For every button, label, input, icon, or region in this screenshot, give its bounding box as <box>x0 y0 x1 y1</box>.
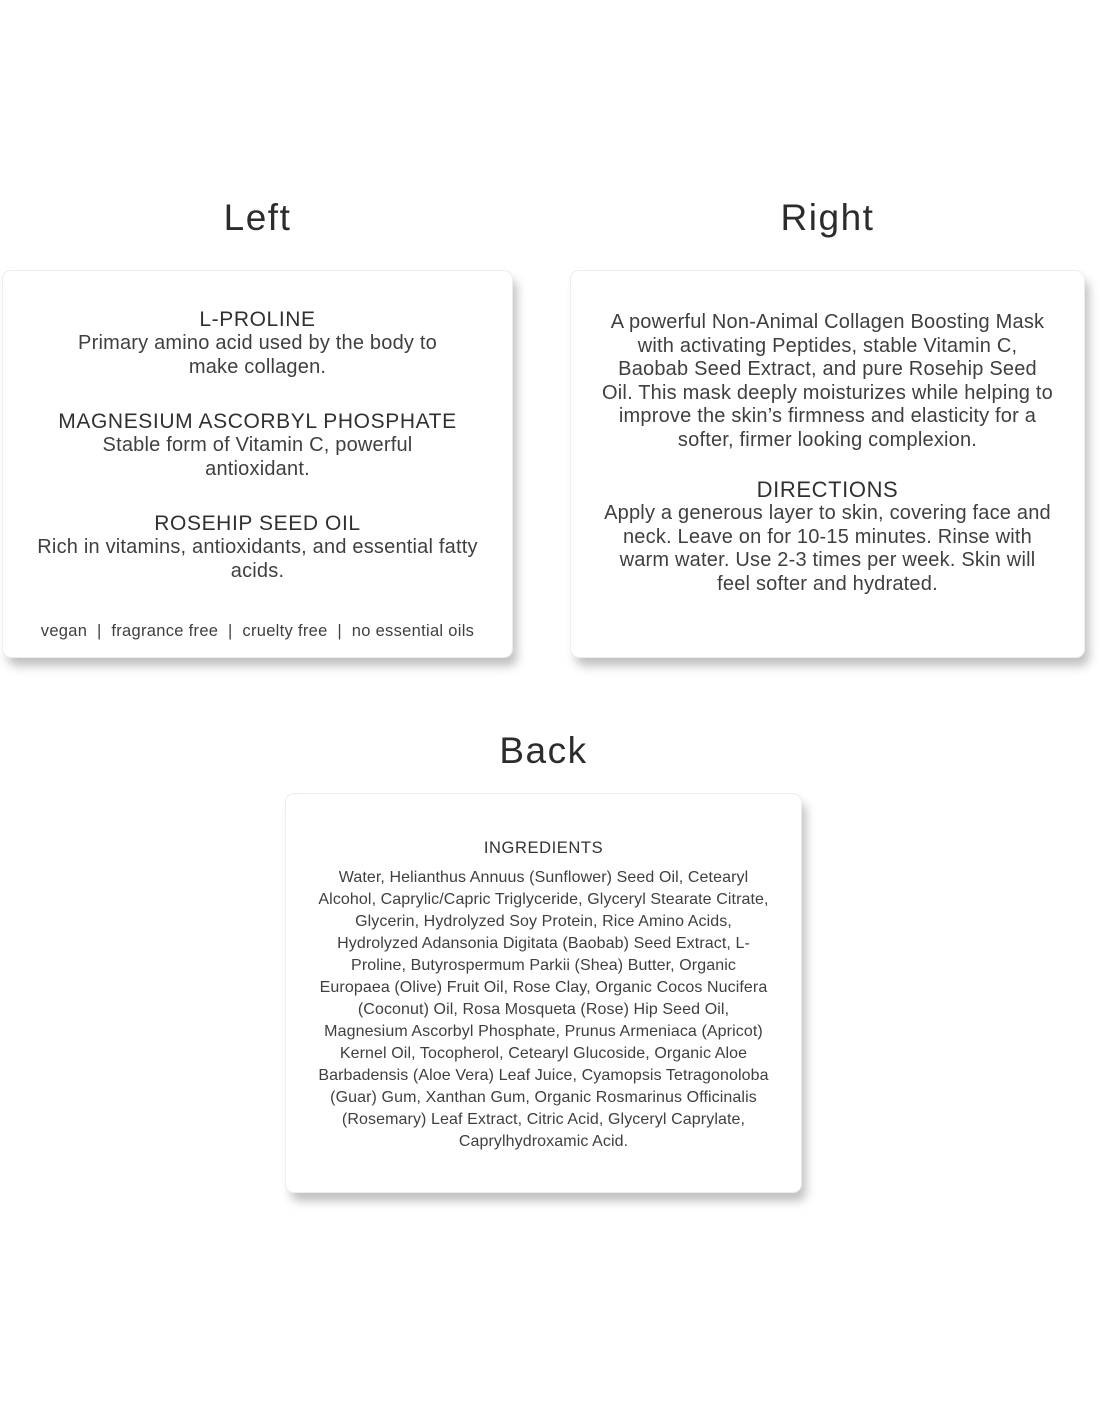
feature-desc-l-proline: Primary amino acid used by the body to make collagen. <box>78 332 437 378</box>
directions-text: Apply a generous layer to skin, covering face and neck. Leave on for 10-15 minutes. Rinse with warm water. Use 2-3 times per week. Skin will feel softer and hydrated. <box>604 502 1051 595</box>
feature-rosehip-seed-oil <box>27 512 489 583</box>
product-claims-line: vegan | fragrance free | cruelty free | no essential oils <box>40 622 475 640</box>
directions-heading: DIRECTIONS <box>756 477 899 502</box>
feature-magnesium-ascorbyl-phosphate <box>54 410 462 481</box>
left-panel-title: Left <box>223 197 292 238</box>
product-description: A powerful Non-Animal Collagen Boosting Mask with activating Peptides, stable Vitamin C, Baobab Seed Extract, and pure Rosehip Seed Oil. This mask deeply moisturizes while helping to improve the skin’s firmness and elasticity for a softer, firmer looking complexion. <box>602 311 1053 451</box>
feature-name-l-proline: L-PROLINE <box>199 308 316 331</box>
ingredients-list: Water, Helianthus Annuus (Sunflower) Seed Oil, Cetearyl Alcohol, Caprylic/Capric Triglyceride, Glyceryl Stearate Citrate, Glycerin, Hydrolyzed Soy Protein, Rice Amino Acids, Hydrolyzed Adansonia Digitata (Baobab) Seed Extract, L-Proline, Butyrospermum Parkii (Shea) Butter, Organic Europaea (Olive) Fruit Oil, Rose Clay, Organic Cocos Nucifera (Coconut) Oil, Rosa Mosqueta (Rose) Hip Seed Oil, Magnesium Ascorbyl Phosphate, Prunus Armeniaca (Apricot) Kernel Oil, Tocopherol, Cetearyl Glucoside, Organic Aloe Barbadensis (Aloe Vera) Leaf Juice, Cyamopsis Tetragonoloba (Guar) Gum, Xanthan Gum, Organic Rosmarinus Officinalis (Rosemary) Leaf Extract, Citric Acid, Glyceryl Caprylate, Caprylhydroxamic Acid. <box>318 869 769 1150</box>
right-label-card <box>570 270 1085 658</box>
back-label-card <box>285 793 802 1193</box>
left-label-card <box>2 270 513 658</box>
feature-desc-rosehip-seed-oil: Rich in vitamins, antioxidants, and essential fatty acids. <box>37 536 478 582</box>
feature-desc-magnesium-ascorbyl-phosphate: Stable form of Vitamin C, powerful antioxidant. <box>102 434 413 480</box>
feature-l-proline <box>54 308 462 379</box>
feature-name-rosehip-seed-oil: ROSEHIP SEED OIL <box>154 512 361 535</box>
ingredients-heading: INGREDIENTS <box>483 839 604 857</box>
right-panel-title: Right <box>780 197 875 238</box>
feature-name-magnesium-ascorbyl-phosphate: MAGNESIUM ASCORBYL PHOSPHATE <box>58 410 457 433</box>
back-panel-title: Back <box>499 730 588 771</box>
